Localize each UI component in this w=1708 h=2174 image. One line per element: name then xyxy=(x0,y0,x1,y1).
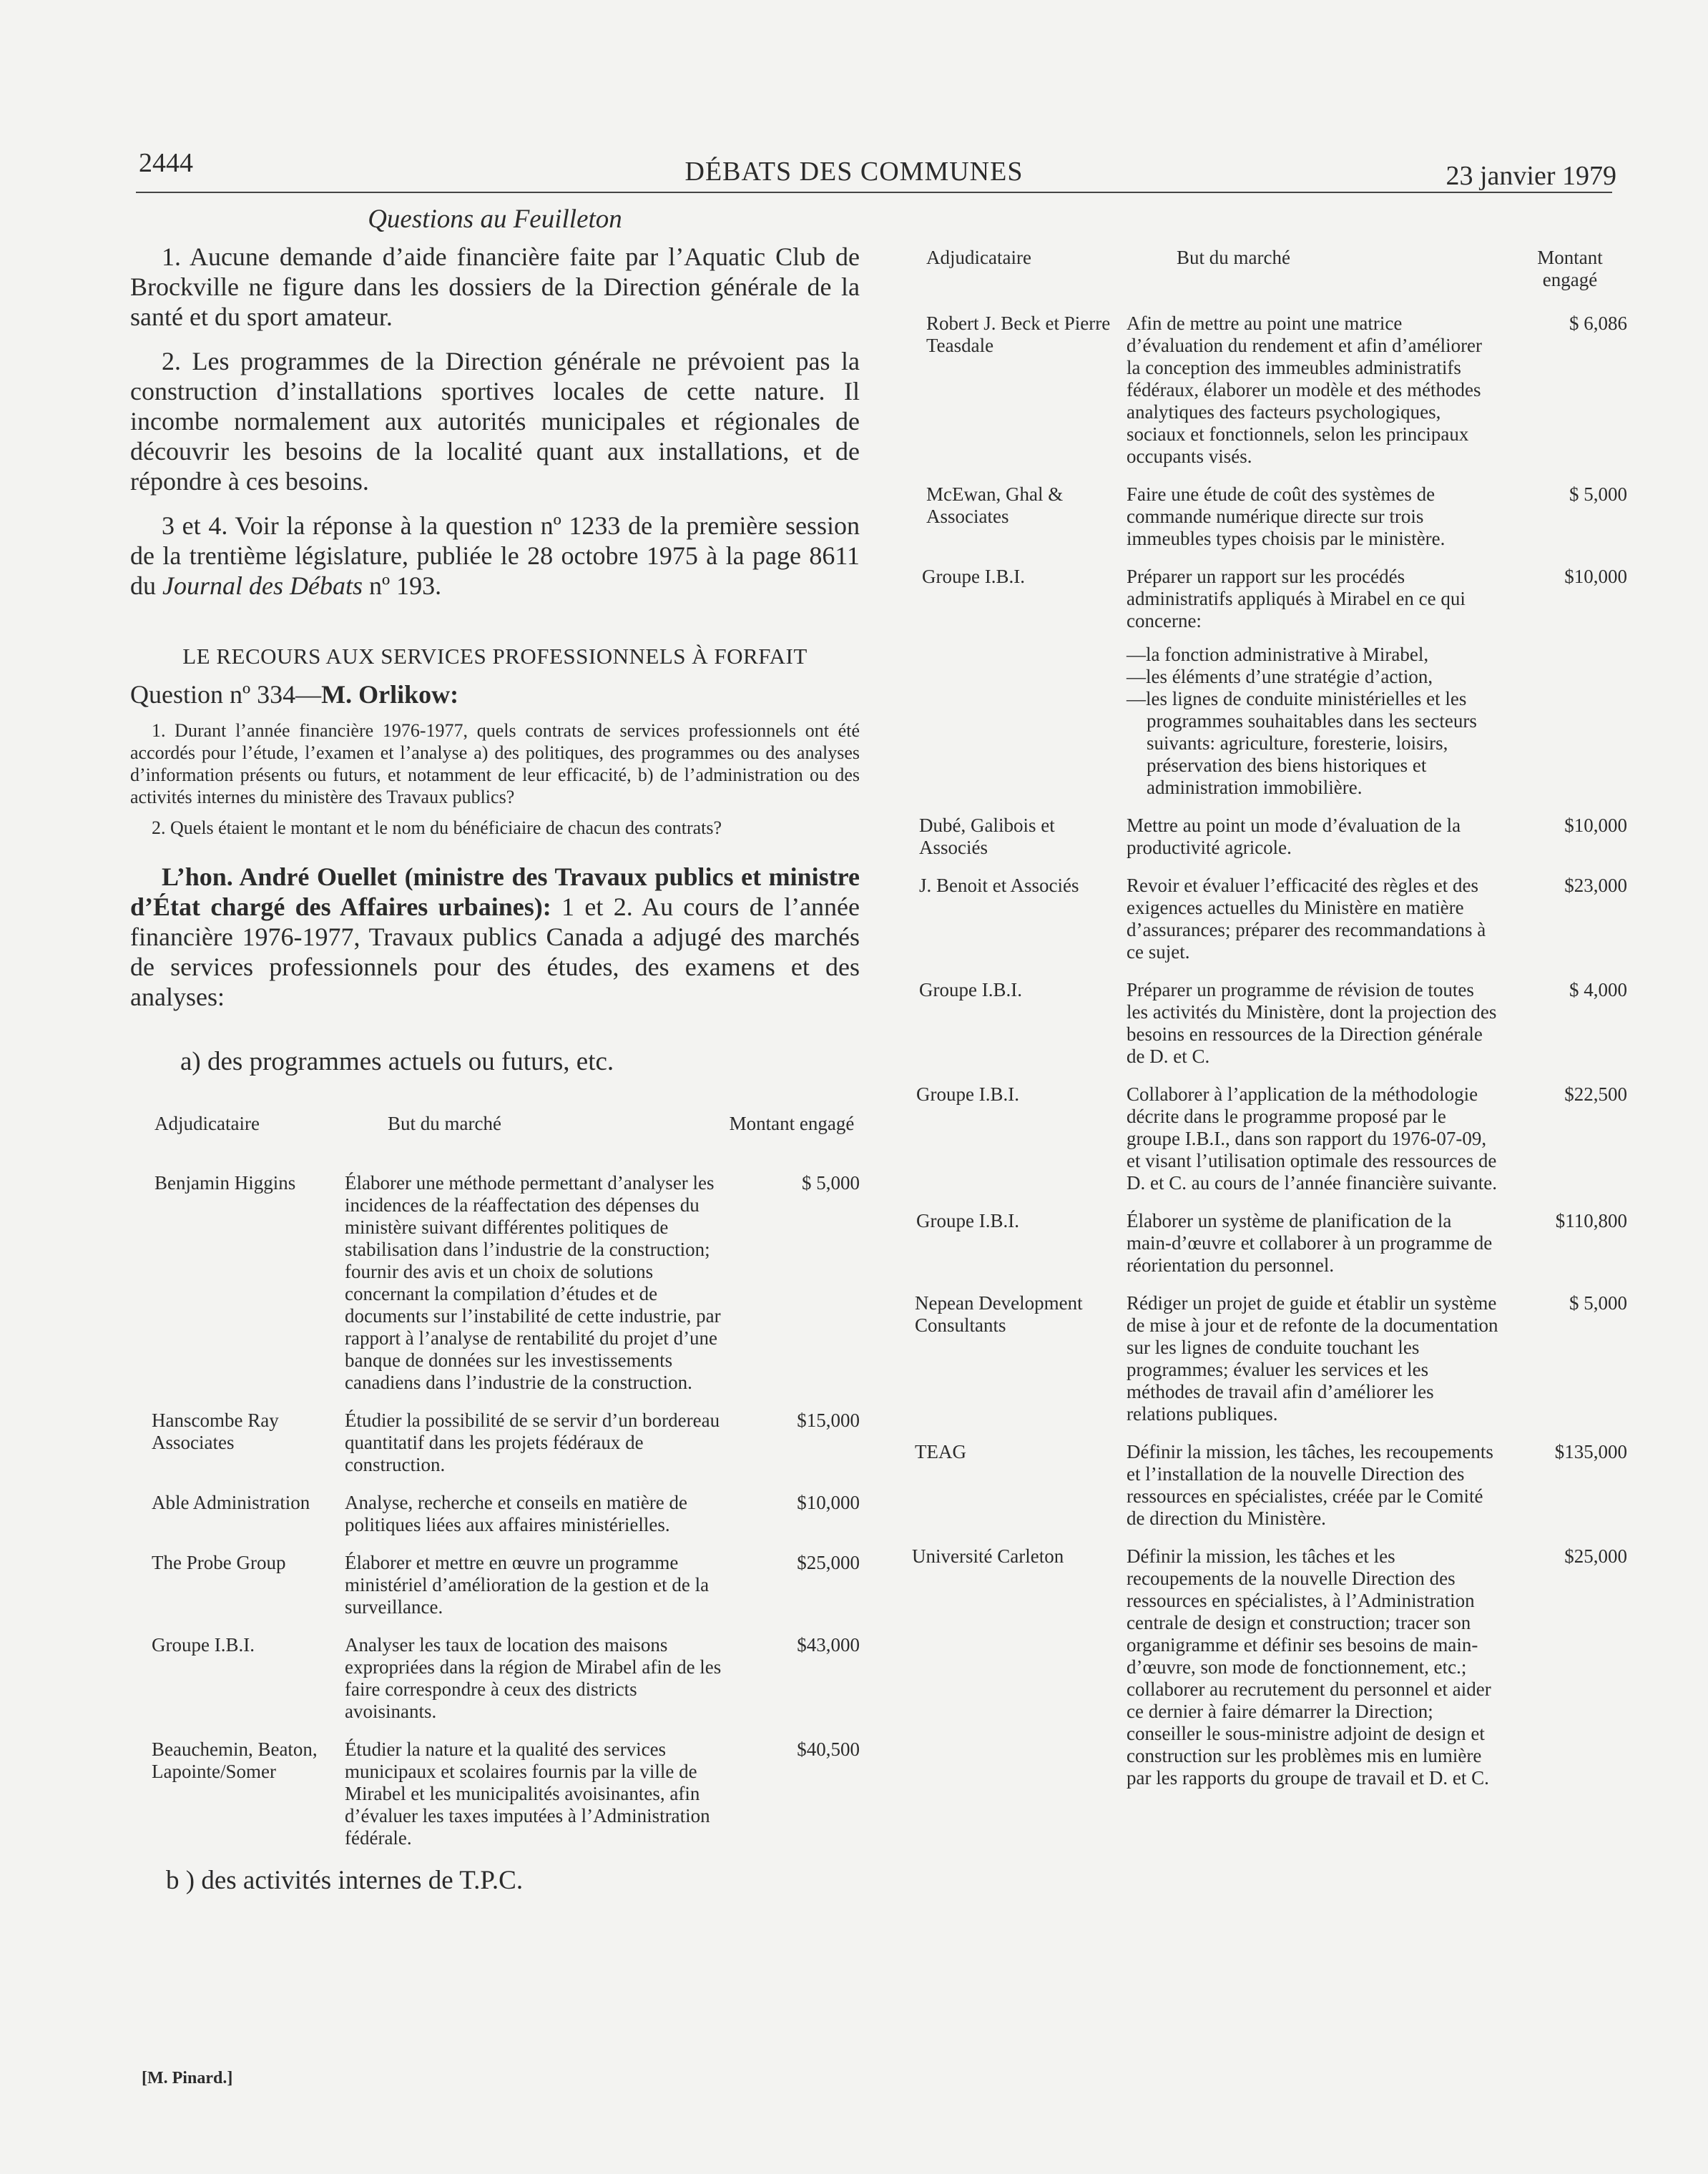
contract-purpose xyxy=(1127,566,1513,815)
contract-amount: $110,800 xyxy=(1555,1210,1627,1231)
contract-amount: $23,000 xyxy=(1564,875,1627,896)
left-column xyxy=(130,204,860,1896)
contract-purpose: Étudier la possibilité de se servir d’un bordereau quantitatif dans les projets fédéraux de construction. xyxy=(345,1410,720,1475)
dash-item: —les lignes de conduite ministérielles et les programmes souhaitables dans les secteurs suivants: agriculture, foresterie, loisirs, préservation des biens historiques et administration immobilière. xyxy=(1127,688,1477,798)
header-montant: Montant engagé xyxy=(729,1113,855,1134)
contract-purpose: Faire une étude de coût des systèmes de commande numérique directe sur trois immeubles types choisis par le ministère. xyxy=(1127,483,1446,549)
contract-amount: $10,000 xyxy=(1564,815,1627,836)
table-row xyxy=(912,875,1627,979)
contracts-table-a-continued xyxy=(912,247,1627,1805)
contractor-name: Robert J. Beck et Pierre Teasdale xyxy=(926,313,1111,356)
contractor-name: Groupe I.B.I. xyxy=(152,1634,255,1656)
contractor-name: Université Carleton xyxy=(912,1545,1064,1567)
right-column xyxy=(912,247,1627,1805)
question-line: Question nº 334—M. Orlikow: xyxy=(130,680,459,709)
contract-purpose: Élaborer et mettre en œuvre un programme ministériel d’amélioration de la gestion et de la surveillance. xyxy=(345,1552,710,1618)
table-row xyxy=(912,815,1627,875)
contract-purpose: Élaborer un système de planification de la main-d’œuvre et collaborer à un programme de réorientation du personnel. xyxy=(1127,1210,1493,1276)
answer-speaker: L’hon. André Ouellet (ministre des Travaux publics et ministre d’État chargé des Affaires urbaines): xyxy=(130,862,860,921)
table-header-row xyxy=(912,247,1627,313)
table-row xyxy=(912,1210,1627,1292)
contractor-name: The Probe Group xyxy=(152,1552,286,1573)
journal-title: Journal des Débats xyxy=(162,571,363,600)
dash-item: —la fonction administrative à Mirabel, xyxy=(1127,644,1429,665)
table-row xyxy=(130,1410,860,1492)
contract-purpose: Mettre au point un mode d’évaluation de la productivité agricole. xyxy=(1127,815,1461,858)
contract-purpose: Élaborer une méthode permettant d’analyser les incidences de la réaffectation des dépenses du ministère suivant différentes politiques de stabilisation dans l’industrie de la construction; fournir des avis et un choix de solutions concernant la compilation d’études et de documents sur l’instabilité de cette industrie, par rapport à l’analyse de rentabilité du projet d’une banque de données sur les investissements canadiens dans l’industrie de la construction. xyxy=(345,1172,721,1393)
contractor-name: Hanscombe Ray Associates xyxy=(152,1410,279,1453)
contract-amount: $25,000 xyxy=(797,1552,860,1573)
header-rule xyxy=(136,192,1612,193)
contract-purpose: Définir la mission, les tâches et les recoupements de la nouvelle Direction des ressources en spécialistes, à l’Administration centrale de design et construction; tracer son organigramme et définir ses besoins de main-d’œuvre, son mode de fonctionnement, etc.; collaborer au recrutement du personnel et aider ce dernier à faire démarrer la Direction; conseiller le sous-ministre adjoint de design et construction sur les problèmes mis en lumière par les rapports du groupe de travail et D. et C. xyxy=(1127,1545,1491,1789)
contractor-name: Groupe I.B.I. xyxy=(922,566,1025,587)
contractor-name: Able Administration xyxy=(152,1492,310,1513)
contract-amount: $10,000 xyxy=(797,1492,860,1513)
table-row xyxy=(912,979,1627,1083)
contract-purpose: Rédiger un projet de guide et établir un système de mise à jour et de refonte de la documentation sur les lignes de conduite touchant les programmes; évaluer les services et les méthodes de travail afin d’améliorer les relations publiques. xyxy=(1127,1292,1498,1425)
contract-purpose: Définir la mission, les tâches, les recoupements et l’installation de la nouvelle Direction des ressources en spécialistes, créée par le Comité de direction du Ministère. xyxy=(1127,1441,1493,1529)
contract-purpose: Analyse, recherche et conseils en matière de politiques liées aux affaires ministérielles. xyxy=(345,1492,688,1535)
table-row xyxy=(912,566,1627,815)
contractor-name: Dubé, Galibois et Associés xyxy=(919,815,1055,858)
page-date: 23 janvier 1979 xyxy=(1446,161,1616,191)
subhead-b: b ) des activités internes de T.P.C. xyxy=(166,1866,524,1895)
contract-amount: $ 6,086 xyxy=(1569,313,1627,334)
table-row xyxy=(130,1552,860,1634)
table-row xyxy=(912,1441,1627,1545)
contract-purpose: Afin de mettre au point une matrice d’évaluation du rendement et afin d’améliorer la conception des immeubles administratifs fédéraux, élaborer un modèle et des méthodes analytiques des facteurs psychologiques, sociaux et fonctionnels, selon les principaux occupants visés. xyxy=(1127,313,1483,467)
table-row xyxy=(130,1738,860,1865)
contract-amount: $43,000 xyxy=(797,1634,860,1656)
section-title: Questions au Feuilleton xyxy=(368,205,622,234)
table-row xyxy=(912,1545,1627,1805)
contractor-name: McEwan, Ghal & Associates xyxy=(926,483,1064,527)
page-number: 2444 xyxy=(139,148,193,178)
contract-purpose: Analyser les taux de location des maisons expropriées dans la région de Mirabel afin de les faire correspondre à ceux des districts avoisinants. xyxy=(345,1634,722,1722)
contract-amount: $ 5,000 xyxy=(802,1172,860,1194)
contractor-name: J. Benoit et Associés xyxy=(919,875,1079,896)
contract-amount: $25,000 xyxy=(1564,1545,1627,1567)
header-adjudicataire: Adjudicataire xyxy=(154,1113,260,1134)
paragraph-3: 3 et 4. Voir la réponse à la question nº 1233 de la première session de la trentième législature, publiée le 28 octobre 1975 à la page 8611 du Journal des Débats nº 193. xyxy=(130,511,860,600)
header-montant: Montant engagé xyxy=(1537,247,1603,290)
table-row xyxy=(130,1492,860,1552)
question-item-1: 1. Durant l’année financière 1976-1977, quels contrats de services professionnels ont été accordés pour l’étude, l’examen et l’analyse a) des politiques, des programmes ou des analyses d’information présents ou futurs, et notamment de leur efficacité, b) de l’administration ou des activités internes du ministère des Travaux publics? xyxy=(130,720,860,807)
contractor-name: Benjamin Higgins xyxy=(154,1172,296,1194)
contract-amount: $135,000 xyxy=(1554,1441,1627,1462)
subhead-a: a) des programmes actuels ou futurs, etc. xyxy=(180,1047,614,1076)
dash-list xyxy=(1127,644,1498,799)
header-but: But du marché xyxy=(388,1113,501,1134)
contract-amount: $15,000 xyxy=(797,1410,860,1431)
caps-title: LE RECOURS AUX SERVICES PROFESSIONNELS À FORFAIT xyxy=(182,644,808,669)
header-but: But du marché xyxy=(1177,247,1290,268)
answer-paragraph: L’hon. André Ouellet (ministre des Travaux publics et ministre d’État chargé des Affaires urbaines): 1 et 2. Au cours de l’année financière 1976-1977, Travaux publics Canada a adjugé des marchés de services professionnels pour des études, des examens et des analyses: xyxy=(130,862,860,1011)
contract-purpose: Revoir et évaluer l’efficacité des règles et des exigences actuelles du Ministère en matière d’assurances; préparer des recommandations à ce sujet. xyxy=(1127,875,1486,963)
contract-amount: $10,000 xyxy=(1564,566,1627,587)
contract-purpose: Étudier la nature et la qualité des services municipaux et scolaires fournis par la ville de Mirabel et les municipalités avoisinantes, afin d’évaluer les taxes imputées à l’Administration fédérale. xyxy=(345,1738,710,1849)
contractor-name: Groupe I.B.I. xyxy=(916,1210,1019,1231)
contract-purpose: Préparer un programme de révision de toutes les activités du Ministère, dont la projection des besoins en ressources de la Direction générale de D. et C. xyxy=(1127,979,1497,1067)
contract-amount: $ 4,000 xyxy=(1569,979,1627,1000)
paragraph-1: 1. Aucune demande d’aide financière faite par l’Aquatic Club de Brockville ne figure dans les dossiers de la Direction générale de la santé et du sport amateur. xyxy=(130,242,860,331)
page-title: DÉBATS DES COMMUNES xyxy=(684,157,1024,187)
contractor-name: Beauchemin, Beaton, Lapointe/Somer xyxy=(152,1738,318,1782)
dash-item: —les éléments d’une stratégie d’action, xyxy=(1127,666,1433,687)
contract-purpose: Collaborer à l’application de la méthodologie décrite dans le programme proposé par le groupe I.B.I., dans son rapport du 1976-07-09, et visant l’utilisation optimale des ressources de D. et C. au cours de l’année financière suivante. xyxy=(1127,1083,1498,1194)
contract-amount: $ 5,000 xyxy=(1569,1292,1627,1314)
contract-amount: $ 5,000 xyxy=(1569,483,1627,505)
question-author: M. Orlikow: xyxy=(321,680,459,709)
table-row xyxy=(912,1083,1627,1210)
header-adjudicataire: Adjudicataire xyxy=(926,247,1031,268)
table-row xyxy=(912,313,1627,483)
contracts-table-a xyxy=(130,1113,860,1865)
contract-amount: $40,500 xyxy=(797,1738,860,1760)
footer-speaker: [M. Pinard.] xyxy=(142,2069,233,2087)
table-row xyxy=(130,1172,860,1410)
question-item-2: 2. Quels étaient le montant et le nom du bénéficiaire de chacun des contrats? xyxy=(152,817,722,838)
contractor-name: Nepean Development Consultants xyxy=(915,1292,1083,1336)
contractor-name: Groupe I.B.I. xyxy=(916,1083,1019,1105)
paragraph-2: 2. Les programmes de la Direction générale ne prévoient pas la construction d’installations sportives locales de cette nature. Il incombe normalement aux autorités municipales et régionales de découvrir les besoins de la localité quant aux installations, et de répondre à ces besoins. xyxy=(130,347,860,496)
contractor-name: TEAG xyxy=(915,1441,966,1462)
table-row xyxy=(912,483,1627,566)
table-header-row xyxy=(130,1113,860,1172)
table-row xyxy=(130,1634,860,1738)
table-row xyxy=(912,1292,1627,1441)
contract-amount: $22,500 xyxy=(1564,1083,1627,1105)
purpose-intro: Préparer un rapport sur les procédés administratifs appliqués à Mirabel en ce qui concerne: xyxy=(1127,566,1466,631)
contractor-name: Groupe I.B.I. xyxy=(919,979,1022,1000)
